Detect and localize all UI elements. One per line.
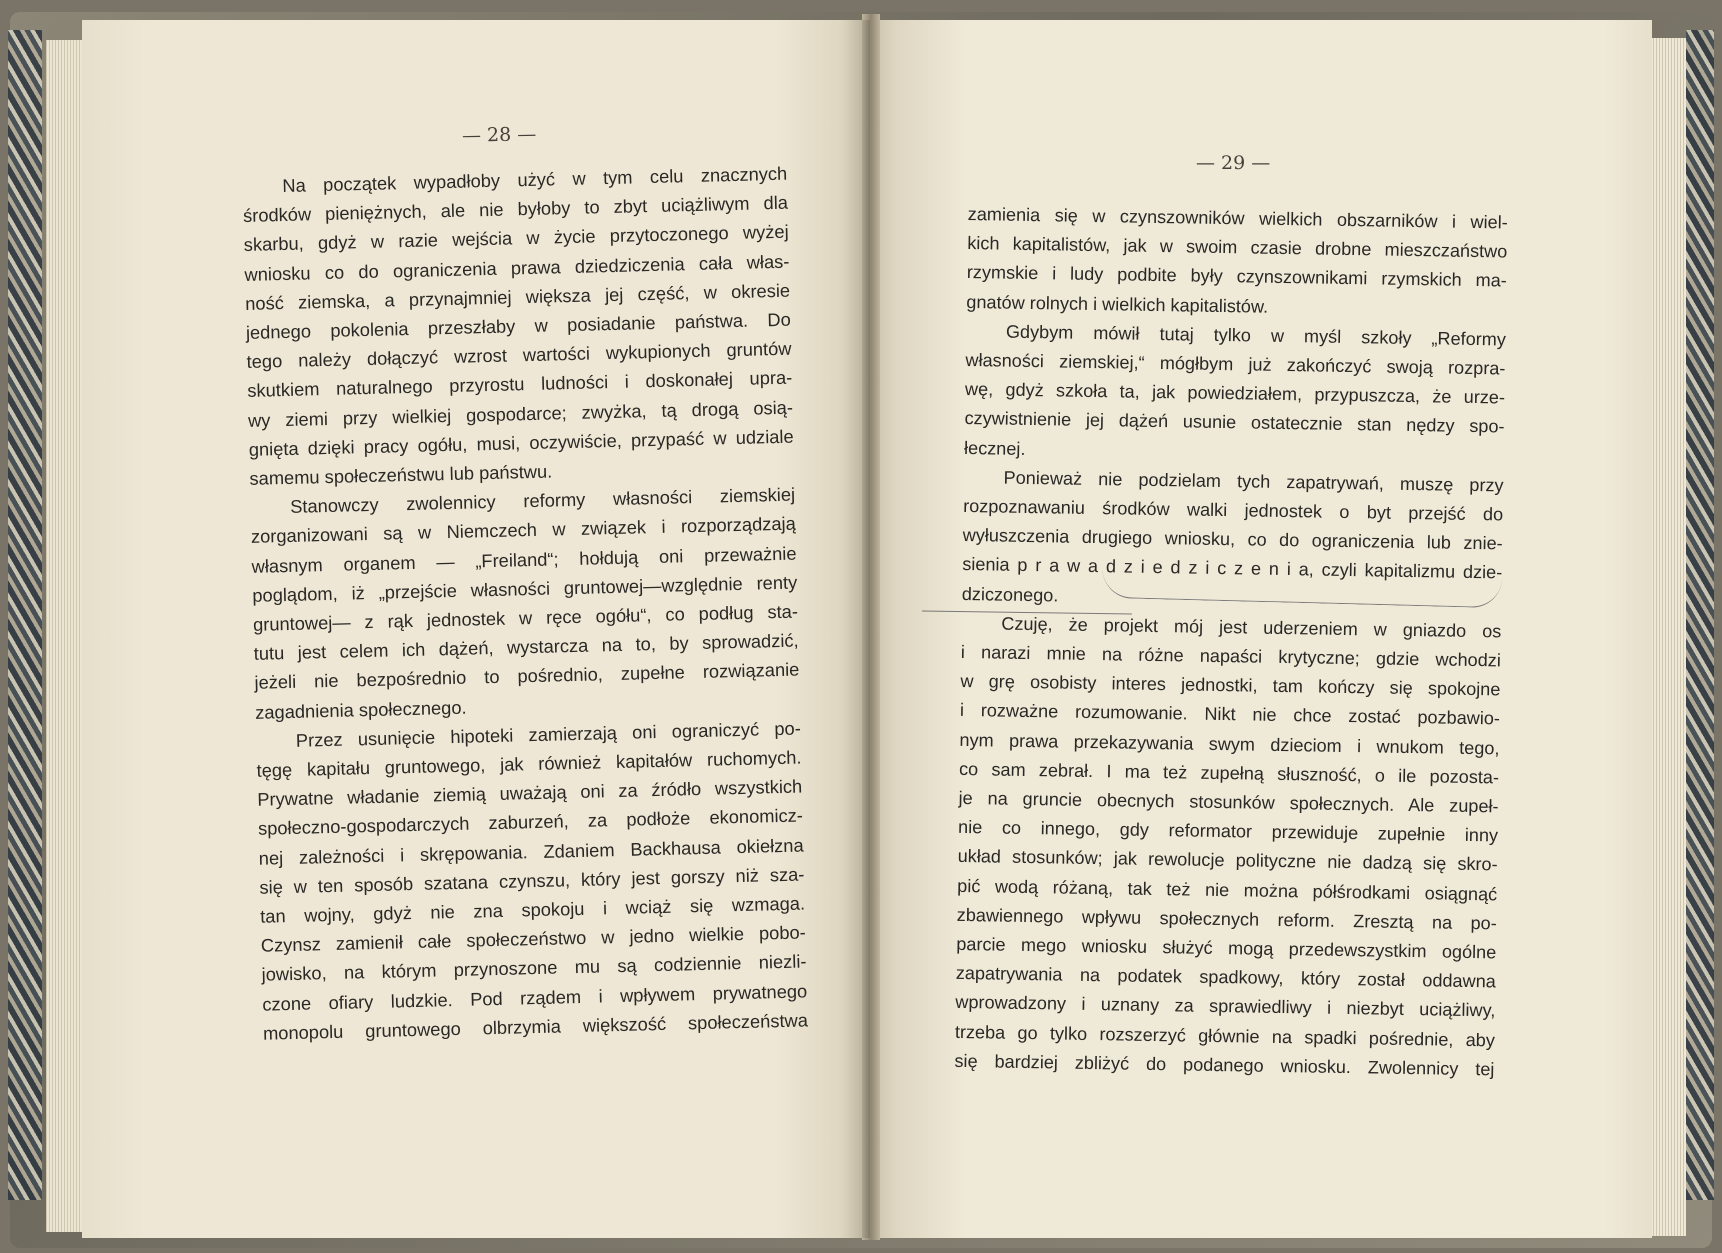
- text-line: Czynsz zamienił całe społeczeństwo w jedno wielkie pobo-: [260, 921, 806, 957]
- fold-shadow: [840, 20, 870, 1238]
- text-line: tan wojny, gdyż nie zna spokoju i wciąż się wzmaga.: [259, 892, 806, 927]
- text-line: nym prawa przekazywania swym dzieciom i wnukom tego,: [959, 729, 1500, 759]
- text-line: wyłuszczenia drugiego wniosku, co do ograniczenia lub znie-: [962, 525, 1503, 554]
- text-line: Prywatne władanie ziemią uważają oni za źródło wszystkich: [257, 775, 803, 811]
- text-line: Przez usunięcie hipoteki zamierzają oni ograniczyć po-: [295, 717, 802, 751]
- text-line: kich kapitalistów, jak w swoim czasie drobne mieszczaństwo: [967, 233, 1508, 262]
- page-number-right: — 29 —: [1196, 152, 1271, 174]
- pencil-underline-continued: [922, 597, 1132, 615]
- text-line: w grę osobisty interes jednostki, tam kończy się spokojne: [960, 671, 1501, 700]
- text-line: zamienia się w czynszowników wielkich obszarników i wiel-: [967, 203, 1508, 233]
- text-line: jowisko, na którym przynoszone mu są codziennie niezli-: [261, 950, 807, 986]
- text-line: gruntowej— z rąk jednostek w ręce ogółu“, co podług sta-: [252, 600, 799, 635]
- text-line: zapatrywania na podatek spadkowy, który został oddawna: [955, 963, 1496, 992]
- text-line: poglądom, iż „przejście własności gruntowej—względnie renty: [252, 571, 798, 606]
- text-line: wprowadzony i uznany za sprawiedliwy i niezbyt uciążliwy,: [955, 992, 1496, 1021]
- text-line: wę, gdyż szkoła ta, jak powiedziałem, przypuszcza, że urze-: [964, 379, 1506, 408]
- text-line: jeżeli nie bezpośrednio to pośrednio, zupełne rozwiązanie: [254, 658, 800, 694]
- text-line: Stanowczy zwolennicy reformy własności ziemskiej: [289, 483, 796, 518]
- text-line: rozpoznawaniu środków walki jednostek o byt przejść do: [963, 495, 1504, 525]
- text-line: układ stosunków; jak rewolucje polityczne nie dadzą się skro-: [957, 846, 1498, 875]
- text-line: się w ten sposób szatana czynszu, który jest gorszy niż sza-: [259, 863, 805, 898]
- text-line: skutkiem naturalnego przyrostu ludności i doskonałej upra-: [247, 367, 793, 402]
- text-line: rzymskie i ludy podbite były czynszownikami rzymskich ma-: [966, 262, 1507, 291]
- text-line: zbawiennego wpływu społecznych reform. Zresztą na po-: [956, 904, 1497, 934]
- text-line: i rozważne rozumowanie. Nikt nie chce zostać pozbawio-: [959, 700, 1501, 729]
- text-line: ność ziemska, a przynajmniej większa jej część, w okresie: [244, 279, 791, 314]
- text-line: tutu jest celem ich dążeń, wystarcza na to, by sprowadzić,: [253, 629, 799, 665]
- text-line: trzeba go tylko rozszerzyć głównie na spadki pośrednie, aby: [954, 1021, 1496, 1051]
- text-line: i narazi mnie na różne napaści krytyczne; gdzie wchodzi: [960, 641, 1501, 671]
- text-line: Czuję, że projekt mój jest uderzeniem w gniazdo os: [1001, 613, 1502, 642]
- text-line: gnatów rolnych i wielkich kapitalistów.: [966, 291, 1269, 317]
- text-line: własnym organem — „Freiland“; hołdują oni przeważnie: [251, 542, 797, 577]
- text-line: nie co innego, gdy reformator przewiduje zupełnie inny: [957, 817, 1499, 846]
- text-line: społeczno-gospodarczych zaburzeń, za podłoże ekonomicz-: [257, 804, 804, 840]
- text-line: gnięta dzięki pracy ogółu, musi, oczywiście, przypaść w udziale: [248, 425, 794, 460]
- text-line: skarbu, gdyż w razie wejścia w życie przytoczonego wyżej: [243, 221, 789, 256]
- text-line: Gdybym mówił tutaj tylko w myśl szkoły „Reformy: [1005, 321, 1507, 350]
- page-edges-left: [46, 40, 86, 1232]
- page-number-left: — 28 —: [461, 123, 537, 147]
- text-line: samemu społeczeństwu lub państwu.: [249, 460, 553, 489]
- text-line: zorganizowani są w Niemczech w związek i rozporządzają: [250, 513, 797, 548]
- text-line: co sam zebrał. I ma też zupełną słuszność, o ile pozosta-: [958, 758, 1500, 788]
- text-line: wniosku co do ograniczenia prawa dziedziczenia cała włas-: [244, 250, 790, 285]
- text-line: Ponieważ nie podzielam tych zapatrywań, muszę przy: [1003, 467, 1504, 496]
- text-line: sienia p r a w a d z i e d z i c z e n i a, czyli kapitalizmu dzie-: [962, 554, 1503, 583]
- marbled-edge-right: [1686, 30, 1714, 1200]
- text-line: monopolu gruntowego olbrzymia większość społeczeństwa: [262, 1009, 809, 1044]
- text-line: jednego pokolenia przeszłaby w posiadanie państwa. Do: [245, 308, 792, 343]
- text-line: je na gruncie obecnych stosunków społecznych. Ale zupeł-: [958, 787, 1499, 817]
- text-line: parcie mego wniosku służyć mogą przedewszystkim ogólne: [956, 933, 1497, 963]
- text-line: nej zależności i skrępowania. Zdaniem Backhausa okiełzna: [258, 834, 804, 869]
- text-line: pić wodą różaną, tak też nie można półśrodkami osiągnąć: [957, 875, 1498, 905]
- text-line: się bardziej zbliżyć do podanego wniosku. Zwolennicy tej: [954, 1050, 1495, 1080]
- text-line: łecznej.: [963, 437, 1026, 459]
- text-line: własności ziemskiej,“ mógłbym już zakończyć swoją rozpra-: [965, 349, 1506, 379]
- text-line: czywistnienie jej dążeń usunie ostatecznie stan nędzy spo-: [964, 408, 1505, 437]
- right-page-text: [954, 200, 1508, 1084]
- text-line: tęgę kapitału gruntowego, jak również kapitałów ruchomych.: [256, 746, 802, 781]
- text-line: czone ofiary ludzkie. Pod rządem i wpływem prywatnego: [262, 980, 808, 1015]
- text-line: dziczonego.: [961, 583, 1059, 606]
- left-page-text: [242, 159, 808, 1048]
- text-line: zagadnienia społecznego.: [254, 696, 467, 723]
- text-line: środków pieniężnych, ale nie byłoby to zbyt uciążliwym dla: [242, 191, 789, 227]
- page-edges-right: [1648, 38, 1686, 1236]
- marbled-edge-left: [8, 30, 42, 1200]
- text-line: Na początek wypadłoby użyć w tym celu znacznych: [282, 162, 788, 197]
- text-line: tego należy dołączyć wzrost wartości wykupionych gruntów: [246, 337, 792, 373]
- text-line: wy ziemi przy wielkiej gospodarce; zwyżka, tą drogą osią-: [247, 396, 794, 431]
